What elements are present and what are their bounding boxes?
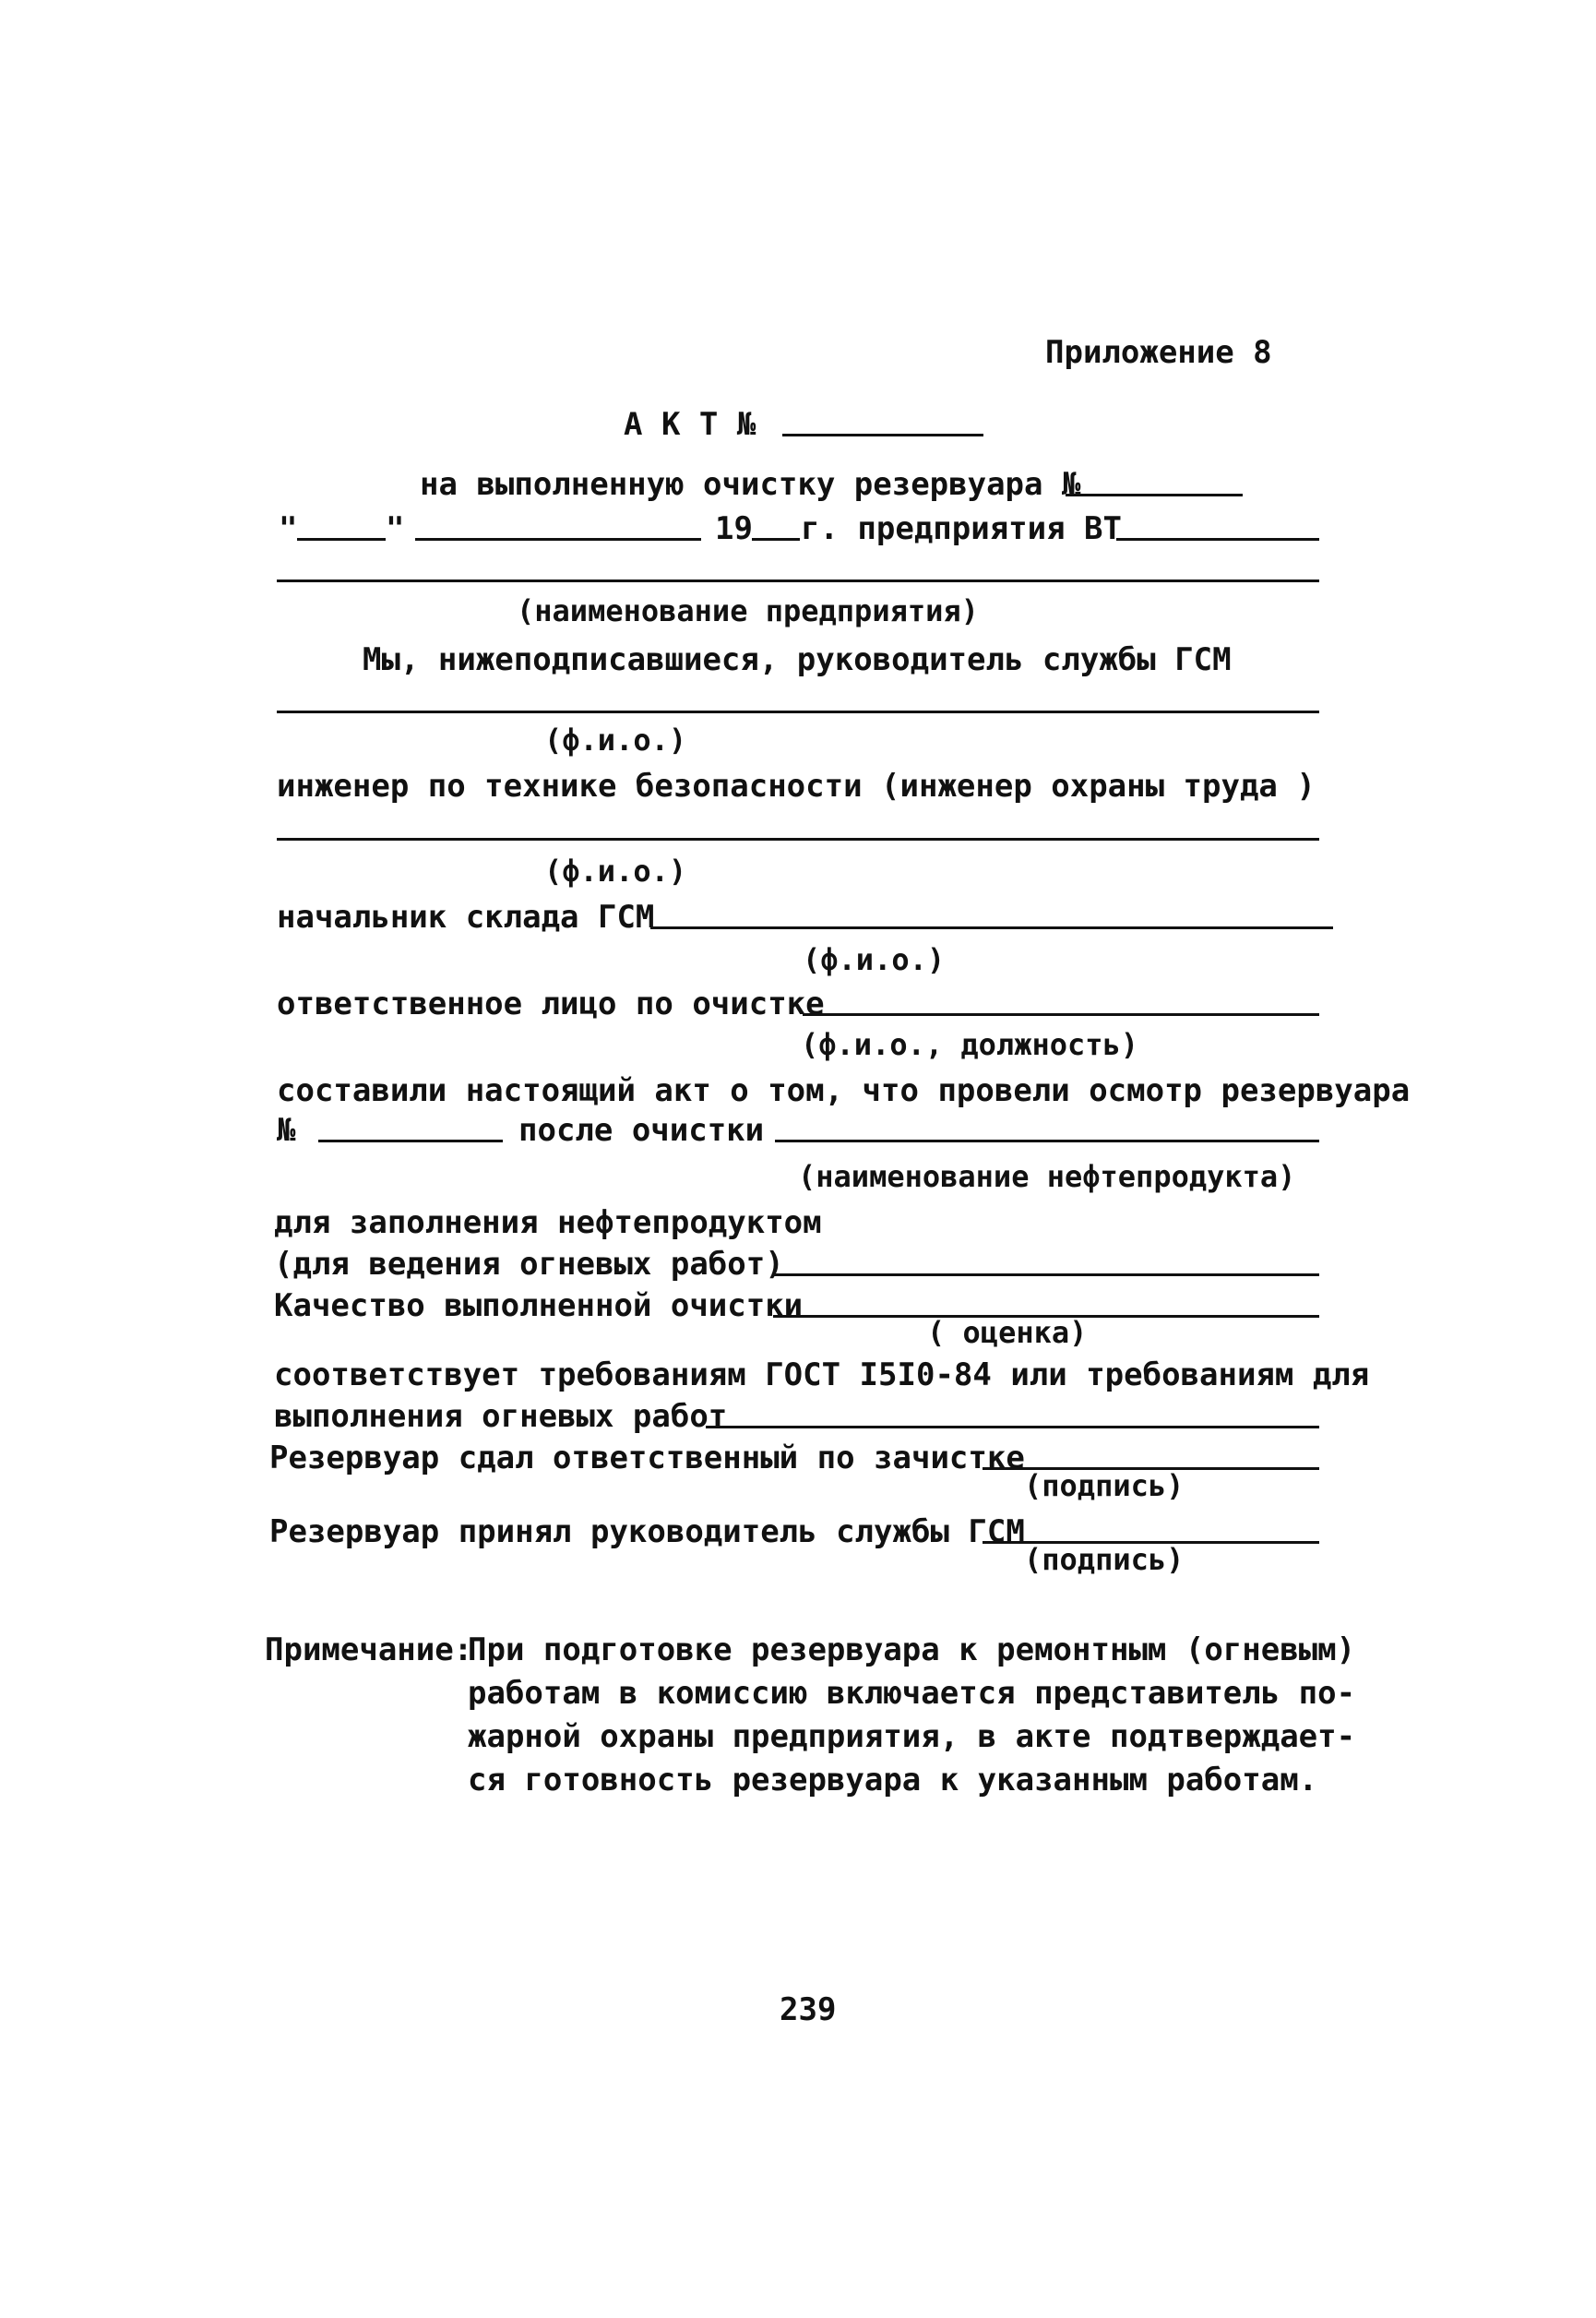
complies-line: соответствует требованиям ГОСТ I5I0-84 или требованиям для bbox=[274, 1356, 1370, 1393]
after-cleaning-label: после очистки bbox=[518, 1112, 765, 1149]
fio-caption-1: (ф.и.о.) bbox=[544, 723, 687, 758]
execution-blank[interactable] bbox=[706, 1426, 1319, 1428]
fio-position-caption: (ф.и.о., должность) bbox=[801, 1027, 1139, 1062]
accepted-line: Резервуар принял руководитель службы ГСМ bbox=[269, 1513, 1025, 1550]
execution-line: выполнения огневых работ bbox=[274, 1398, 728, 1435]
year-suffix: г. предприятия ВТ bbox=[801, 510, 1122, 547]
act-title: А К Т № bbox=[624, 406, 756, 443]
page-number: 239 bbox=[780, 1991, 837, 2028]
purpose-blank[interactable] bbox=[773, 1273, 1319, 1276]
enterprise-name-blank[interactable] bbox=[277, 580, 1319, 582]
engineer-line: инженер по технике безопасности (инженер охраны труда ) bbox=[277, 768, 1316, 805]
note-line: ся готовность резервуара к указанным работам. bbox=[468, 1762, 1318, 1798]
month-blank[interactable] bbox=[415, 538, 701, 541]
quote-open: " bbox=[279, 510, 298, 547]
filling-line: для заполнения нефтепродуктом bbox=[274, 1204, 822, 1241]
product-caption: (наименование нефтепродукта) bbox=[798, 1159, 1296, 1194]
appendix-label: Приложение 8 bbox=[1045, 334, 1272, 371]
compiled-line: составили настоящий акт о том, что провели осмотр резервуара bbox=[277, 1072, 1411, 1109]
we-line: Мы, нижеподписавшиеся, руководитель службы ГСМ bbox=[363, 641, 1232, 678]
tank-number-blank[interactable] bbox=[1066, 494, 1243, 496]
act-number-blank[interactable] bbox=[782, 434, 983, 436]
year-blank[interactable] bbox=[752, 538, 800, 541]
gsm-head-fio-blank[interactable] bbox=[277, 711, 1319, 713]
fio-caption-3: (ф.и.о.) bbox=[803, 942, 946, 977]
act-subtitle: на выполненную очистку резервуара № bbox=[420, 466, 1081, 503]
handed-line: Резервуар сдал ответственный по зачистке bbox=[269, 1440, 1025, 1476]
quality-line: Качество выполненной очистки bbox=[274, 1287, 804, 1324]
fio-caption-2: (ф.и.о.) bbox=[544, 854, 687, 889]
note-line: жарной охраны предприятия, в акте подтверждает- bbox=[468, 1718, 1356, 1755]
signature-caption-2: (подпись) bbox=[1024, 1542, 1185, 1577]
enterprise-vt-blank[interactable] bbox=[1116, 538, 1319, 541]
responsible-person-blank[interactable] bbox=[803, 1013, 1319, 1016]
warehouse-head-label: начальник склада ГСМ bbox=[277, 899, 655, 936]
quote-close: " bbox=[386, 510, 405, 547]
signature-caption-1: (подпись) bbox=[1024, 1468, 1185, 1503]
year-prefix: 19 bbox=[715, 510, 753, 547]
warehouse-head-fio-blank[interactable] bbox=[650, 926, 1333, 929]
hot-works-line: (для ведения огневых работ) bbox=[274, 1246, 784, 1283]
responsible-person-label: ответственное лицо по очистке bbox=[277, 986, 825, 1022]
engineer-fio-blank[interactable] bbox=[277, 838, 1319, 841]
number-sign: № bbox=[277, 1112, 296, 1149]
note-line: При подготовке резервуара к ремонтным (огневым) bbox=[468, 1631, 1356, 1668]
note-line: работам в комиссию включается представитель по- bbox=[468, 1675, 1356, 1712]
enterprise-caption: (наименование предприятия) bbox=[517, 593, 979, 628]
note-label: Примечание: bbox=[265, 1631, 473, 1668]
product-blank[interactable] bbox=[775, 1140, 1319, 1142]
inspected-tank-number-blank[interactable] bbox=[318, 1140, 503, 1142]
day-blank[interactable] bbox=[297, 538, 386, 541]
rating-caption: ( оценка) bbox=[927, 1315, 1088, 1350]
